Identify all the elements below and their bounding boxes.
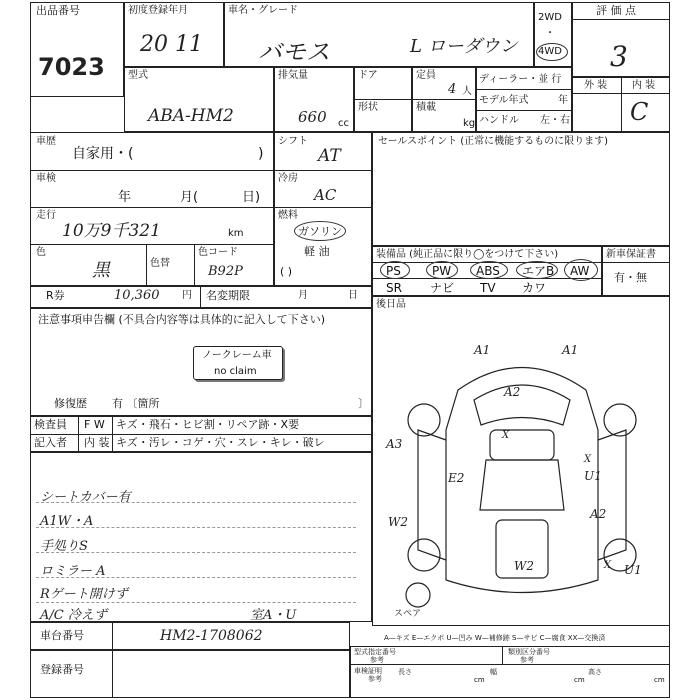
capacity-divider xyxy=(412,99,476,100)
sales-point-title: セールスポイント (正常に機能するものに限ります) xyxy=(378,136,609,147)
dealer-label: ディーラー・並 行 xyxy=(479,74,562,85)
recycle-vdiv xyxy=(200,286,201,308)
equip-ps-circle xyxy=(380,261,410,279)
diag-label-w2-left: W2 xyxy=(388,515,408,529)
note-4: Rゲート開けず xyxy=(40,587,128,602)
warranty-value: 有・無 xyxy=(614,271,647,284)
aircon-label: 冷房 xyxy=(278,173,298,184)
sales-point-box xyxy=(372,132,670,246)
displacement-value: 660 xyxy=(298,108,327,126)
inspector-vdiv2 xyxy=(112,416,113,452)
inspector-div xyxy=(30,434,372,435)
registration-label: 登録番号 xyxy=(40,663,84,676)
cc-unit: cc xyxy=(338,118,349,129)
diag-label-e2: E2 xyxy=(448,471,465,485)
warranty-label: 新車保証書 xyxy=(606,249,656,260)
capacity-label: 定員 xyxy=(416,70,436,81)
color-value: 黒 xyxy=(92,260,110,281)
inspection-label: 車検 xyxy=(36,173,56,184)
wheel-fr xyxy=(604,404,636,436)
shift-div1 xyxy=(274,170,372,171)
recycle-box xyxy=(30,286,372,308)
dealer-div2 xyxy=(476,110,572,111)
equip-airbag-circle xyxy=(516,261,558,279)
name-grade-label: 車名・グレード xyxy=(228,5,298,16)
shape-label: 形状 xyxy=(358,102,378,113)
note-extra: 室A・U xyxy=(250,608,297,623)
diag-mark-x3: X xyxy=(604,560,612,571)
grade: L ローダウン xyxy=(410,36,518,57)
name-change-month: 月 xyxy=(298,290,308,301)
displacement-label: 排気量 xyxy=(278,70,308,81)
car-name: バモス xyxy=(258,38,330,66)
shift-label: シフト xyxy=(278,136,308,147)
drive-4wd: 4WD xyxy=(538,46,562,57)
color-vdiv xyxy=(146,244,147,286)
equip-airbag: エアB xyxy=(522,264,555,278)
interior-value: C xyxy=(630,98,649,126)
load-label: 積載 xyxy=(416,102,436,113)
handle-label: ハンドル xyxy=(479,115,519,126)
inspector-fw: F W xyxy=(84,418,105,431)
ext-int-hdivider xyxy=(572,93,670,94)
ext-int-divider xyxy=(621,77,622,132)
height-label: 高さ xyxy=(588,668,602,676)
name-change-day: 日 xyxy=(348,290,358,301)
spare-label: スペア xyxy=(394,609,422,619)
interior-label: 内 装 xyxy=(632,80,656,91)
mileage-value: 10万9千321 xyxy=(62,221,161,241)
inspector-label: 検査員 xyxy=(34,418,67,431)
lot-label: 出品番号 xyxy=(36,4,80,17)
equip-navi: ナビ xyxy=(430,281,455,295)
note-1: A1W・A xyxy=(40,514,94,529)
notes-title: 注意事項申告欄 (不具合内容等は具体的に記入して下さい) xyxy=(38,313,326,326)
drive-4wd-circle xyxy=(536,43,568,61)
equip-sr: SR xyxy=(386,281,402,295)
hist-div1 xyxy=(30,170,274,171)
warranty-div xyxy=(602,262,670,263)
shift-div2 xyxy=(274,207,372,208)
fuel-gas-circle xyxy=(294,221,346,241)
inspector-items: キズ・飛石・ヒビ割・リペア跡・X要 xyxy=(116,418,300,431)
history-close: ) xyxy=(258,146,264,162)
length-unit: cm xyxy=(474,676,485,684)
equip-abs: ABS xyxy=(476,264,500,278)
history-label: 車歴 xyxy=(36,136,56,147)
no-claim-jp: ノークレーム車 xyxy=(202,350,272,361)
no-claim-en: no claim xyxy=(214,366,257,377)
first-reg-value: 20 11 xyxy=(140,32,203,57)
width-unit: cm xyxy=(574,676,585,684)
recorder-label: 記入者 xyxy=(34,436,67,449)
exterior-label: 外 装 xyxy=(584,80,608,91)
equip-aw-circle xyxy=(564,259,598,281)
fuel-gas: ガソリン xyxy=(298,225,342,238)
equip-pw-circle xyxy=(426,261,458,279)
diag-label-u1-rear: U1 xyxy=(624,563,642,577)
diag-label-a2-front: A2 xyxy=(504,385,521,399)
fitted-label: 後日品 xyxy=(376,299,406,310)
chassis-vdiv xyxy=(112,622,113,650)
color-code-label: 色コード xyxy=(198,247,238,258)
recycle-unit: 円 xyxy=(182,290,192,301)
inspection-day: 日) xyxy=(242,190,261,205)
inspector-vdiv1 xyxy=(78,416,79,452)
note-3: ロミラー A xyxy=(40,564,106,579)
equipment-title: 装備品 (純正品に限り◯をつけて下さい) xyxy=(376,249,559,260)
color-change-label: 色替 xyxy=(150,258,170,269)
category-label: 類別区分番号 xyxy=(508,648,550,656)
door-label: ドア xyxy=(358,70,378,81)
diag-label-a1-left: A1 xyxy=(474,343,491,357)
history-value: 自家用・( xyxy=(72,146,134,162)
diag-label-a3: A3 xyxy=(386,437,403,451)
cert-vdiv xyxy=(502,646,503,664)
equip-aw: AW xyxy=(570,264,590,278)
name-change-label: 名変期限 xyxy=(206,289,250,302)
length-label: 長さ xyxy=(398,668,412,676)
note-0: シートカバー有 xyxy=(40,490,131,505)
score-value: 3 xyxy=(610,40,628,73)
wheel-fl xyxy=(408,404,440,436)
registration-vdiv xyxy=(112,650,113,698)
cert-type-ref: 参考 xyxy=(370,656,384,664)
shift-value: AT xyxy=(318,146,341,166)
spare-tire xyxy=(406,583,430,607)
recorder-interior: 内 装 xyxy=(84,436,110,449)
load-unit: kg xyxy=(463,118,476,129)
score-label: 評 価 点 xyxy=(596,4,636,17)
model-year-unit: 年 xyxy=(558,95,568,106)
equip-ps: PS xyxy=(386,264,401,278)
dealer-div1 xyxy=(476,89,572,90)
model-value: ABA-HM2 xyxy=(148,106,234,126)
model-label: 型式 xyxy=(128,70,148,81)
inspection-month: 月( xyxy=(180,190,199,205)
vehicle-damage-diagram xyxy=(378,330,666,630)
equip-tv: TV xyxy=(480,281,496,295)
chassis-value: HM2-1708062 xyxy=(160,628,263,644)
diag-label-u1-right: U1 xyxy=(584,469,602,483)
capacity-unit: 人 xyxy=(462,86,472,97)
cert-type-label: 型式指定番号 xyxy=(354,648,396,656)
cert-div xyxy=(350,664,670,665)
chassis-label: 車台番号 xyxy=(40,629,84,642)
diag-label-w2-rear: W2 xyxy=(514,559,534,573)
aircon-value: AC xyxy=(314,186,337,204)
inspection-year: 年 xyxy=(118,190,132,205)
score-divider xyxy=(572,19,670,20)
repair-value: 有 〔箇所 xyxy=(112,397,160,410)
wheel-rl xyxy=(408,539,440,571)
recycle-label: R券 xyxy=(46,289,65,302)
recorder-items: キズ・汚レ・コゲ・穴・スレ・キレ・破レ xyxy=(116,436,325,449)
hist-vdiv xyxy=(194,244,195,286)
color-code-value: B92P xyxy=(208,264,243,279)
drive-2wd: 2WD xyxy=(538,12,562,23)
recycle-value: 10,360 xyxy=(114,288,160,303)
capacity-value: 4 xyxy=(448,82,457,97)
door-divider xyxy=(354,99,412,100)
repair-close: 〕 xyxy=(358,397,369,410)
diag-mark-x1: X xyxy=(502,430,510,441)
equip-abs-circle xyxy=(470,261,508,279)
fuel-diesel: 軽 油 xyxy=(304,245,330,258)
hist-div3 xyxy=(30,244,274,245)
note-line-5 xyxy=(36,602,356,603)
cert-label: 車検証明 xyxy=(354,667,382,675)
equip-leather: カワ xyxy=(522,281,547,295)
cert-ref2: 参考 xyxy=(368,675,382,683)
color-label: 色 xyxy=(36,247,46,258)
diag-label-a1-right: A1 xyxy=(562,343,579,357)
mileage-label: 走行 xyxy=(36,210,56,221)
equip-pw: PW xyxy=(432,264,452,278)
fuel-paren: ( ) xyxy=(280,265,293,278)
diag-label-a2-right: A2 xyxy=(590,507,607,521)
repair-label: 修復歴 xyxy=(54,397,87,410)
hist-div2 xyxy=(30,207,274,208)
diag-mark-x2: X xyxy=(584,454,592,465)
height-unit: cm xyxy=(654,676,665,684)
damage-legend: A—キズ E—エクボ U—凹み W—補修跡 S—サビ C—腐食 XX—交換済 xyxy=(384,634,606,642)
first-reg-label: 初度登録年月 xyxy=(128,5,188,16)
note-2: 手処りS xyxy=(40,539,88,554)
lot-number: 7023 xyxy=(38,53,105,81)
note-5: A/C 冷えず xyxy=(40,608,107,623)
model-year-label: モデル年式 xyxy=(479,95,529,106)
handle-value: 左・右 xyxy=(540,115,570,126)
wheels xyxy=(406,404,636,607)
mileage-unit: km xyxy=(228,228,244,239)
category-ref: 参考 xyxy=(520,656,534,664)
fuel-label: 燃料 xyxy=(278,210,298,221)
drive-dot: ・ xyxy=(545,28,555,39)
width-label: 幅 xyxy=(490,668,497,676)
